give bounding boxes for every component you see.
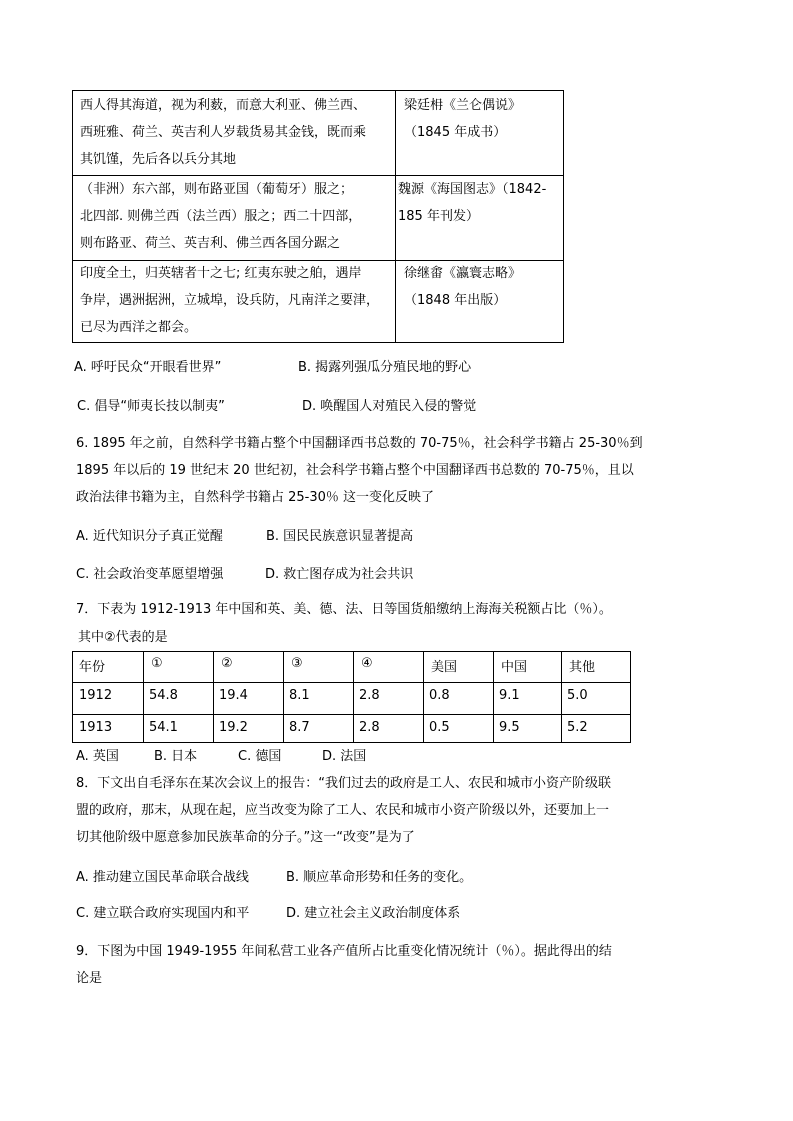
table-cell: 1912 <box>79 688 113 703</box>
tax-table <box>72 651 631 743</box>
table-cell: 54.8 <box>149 688 178 703</box>
option-b: B. 日本 <box>154 749 198 764</box>
row-divider <box>72 175 564 176</box>
table-header: 年份 <box>79 660 106 675</box>
option-c: C. 德国 <box>238 749 282 764</box>
table-cell-text: 西人得其海道，视为利薮，而意大利亚、佛兰西、 <box>80 98 367 113</box>
option-d: D. 建立社会主义政治制度体系 <box>286 906 461 921</box>
table-cell: 9.5 <box>499 720 520 735</box>
table-cell-text: 西班雅、荷兰、英吉利人岁载货易其金钱，既而乘 <box>80 125 367 140</box>
table-cell-text: 北四部. 则佛兰西（法兰西）服之；西二十四部， <box>80 209 362 224</box>
row-divider <box>72 260 564 261</box>
table-cell-text: 则布路亚、荷兰、英吉利、佛兰西各国分踞之 <box>80 236 341 251</box>
question-text: 8．下文出自毛泽东在某次会议上的报告：“我们过去的政府是工人、农民和城市小资产阶级联 <box>76 776 612 791</box>
table-header: 中国 <box>501 660 528 675</box>
table-cell-text: 争岸，遇洲据洲，立城埠，设兵防，凡南洋之要津， <box>80 293 380 308</box>
table-cell: 9.1 <box>499 688 520 703</box>
question-text: 切其他阶级中愿意参加民族革命的分子。”这一“改变”是为了 <box>76 830 415 845</box>
question-text: 1895 年以后的 19 世纪末 20 世纪初，社会科学书籍占整个中国翻译西书总数的 70-75％，且以 <box>76 463 634 478</box>
option-b: B. 国民民族意识显著提高 <box>266 529 414 544</box>
col-divider <box>213 652 214 742</box>
question-text: 政治法律书籍为主，自然科学书籍占 25-30％ 这一变化反映了 <box>76 490 435 505</box>
option-b: B. 揭露列强瓜分殖民地的野心 <box>298 360 472 375</box>
row-divider <box>73 682 630 683</box>
option-c: C. 倡导“师夷长技以制夷” <box>77 399 225 414</box>
question-text: 6. 1895 年之前，自然科学书籍占整个中国翻译西书总数的 70-75％，社会科学书籍占 25-30％到 <box>76 436 643 451</box>
table-cell: 0.5 <box>429 720 450 735</box>
table-header: ① <box>151 656 163 671</box>
table-cell-source: 徐继畬《瀛寰志略》 <box>404 266 522 281</box>
question-text: 盟的政府，那末，从现在起，应当改变为除了工人、农民和城市小资产阶级以外，还要加上一 <box>76 803 610 818</box>
source-table <box>72 90 564 343</box>
table-cell-source: （1845 年成书） <box>404 125 507 140</box>
col-divider <box>143 652 144 742</box>
option-b: B. 顺应革命形势和任务的变化。 <box>286 870 473 885</box>
table-header: 美国 <box>431 660 458 675</box>
table-cell: 19.4 <box>219 688 248 703</box>
table-cell-source: （1848 年出版） <box>404 293 507 308</box>
table-header: ② <box>221 656 233 671</box>
table-cell: 19.2 <box>219 720 248 735</box>
option-c: C. 社会政治变革愿望增强 <box>76 567 224 582</box>
table-cell-source: 魏源《海国图志》（1842- <box>398 182 547 197</box>
option-a: A. 英国 <box>76 749 119 764</box>
table-header: 其他 <box>569 660 596 675</box>
table-cell: 8.7 <box>289 720 310 735</box>
option-d: D. 唤醒国人对殖民入侵的警觉 <box>302 399 477 414</box>
col-divider <box>423 652 424 742</box>
question-text: 论是 <box>76 971 103 986</box>
table-header: ④ <box>361 656 373 671</box>
row-divider <box>73 714 630 715</box>
col-divider <box>493 652 494 742</box>
table-cell: 5.0 <box>567 688 588 703</box>
table-cell: 2.8 <box>359 688 380 703</box>
table-cell: 0.8 <box>429 688 450 703</box>
question-text: 7．下表为 1912-1913 年中国和英、美、德、法、日等国货船缴纳上海海关税额占比（％）。 <box>76 602 612 617</box>
table-cell: 1913 <box>79 720 113 735</box>
table-cell: 2.8 <box>359 720 380 735</box>
table-cell-text: （非洲）东六部，则布路亚国（葡萄牙）服之； <box>80 182 354 197</box>
option-d: D. 救亡图存成为社会共识 <box>265 567 414 582</box>
col-divider <box>283 652 284 742</box>
option-a: A. 近代知识分子真正觉醒 <box>76 529 223 544</box>
table-cell: 5.2 <box>567 720 588 735</box>
col-divider <box>561 652 562 742</box>
question-text: 其中②代表的是 <box>78 630 168 645</box>
col-divider <box>353 652 354 742</box>
table-cell: 8.1 <box>289 688 310 703</box>
table-cell-source: 梁廷枏《兰仑偶说》 <box>404 98 522 113</box>
option-d: D. 法国 <box>322 749 367 764</box>
option-a: A. 呼吁民众“开眼看世界” <box>74 360 222 375</box>
table-cell-text: 已尽为西洋之都会。 <box>80 320 198 335</box>
table-header: ③ <box>291 656 303 671</box>
table-cell-text: 其饥馑，先后各以兵分其地 <box>80 152 237 167</box>
table-cell-source: 185 年刊发） <box>398 209 479 224</box>
question-text: 9．下图为中国 1949-1955 年间私营工业各产值所占比重变化情况统计（％）。据此得出的结 <box>76 944 612 959</box>
option-c: C. 建立联合政府实现国内和平 <box>76 906 250 921</box>
column-divider <box>395 90 396 343</box>
table-cell-text: 印度全土，归英辖者十之七; 红夷东驶之舶，遇岸 <box>80 266 362 281</box>
option-a: A. 推动建立国民革命联合战线 <box>76 870 249 885</box>
table-cell: 54.1 <box>149 720 178 735</box>
